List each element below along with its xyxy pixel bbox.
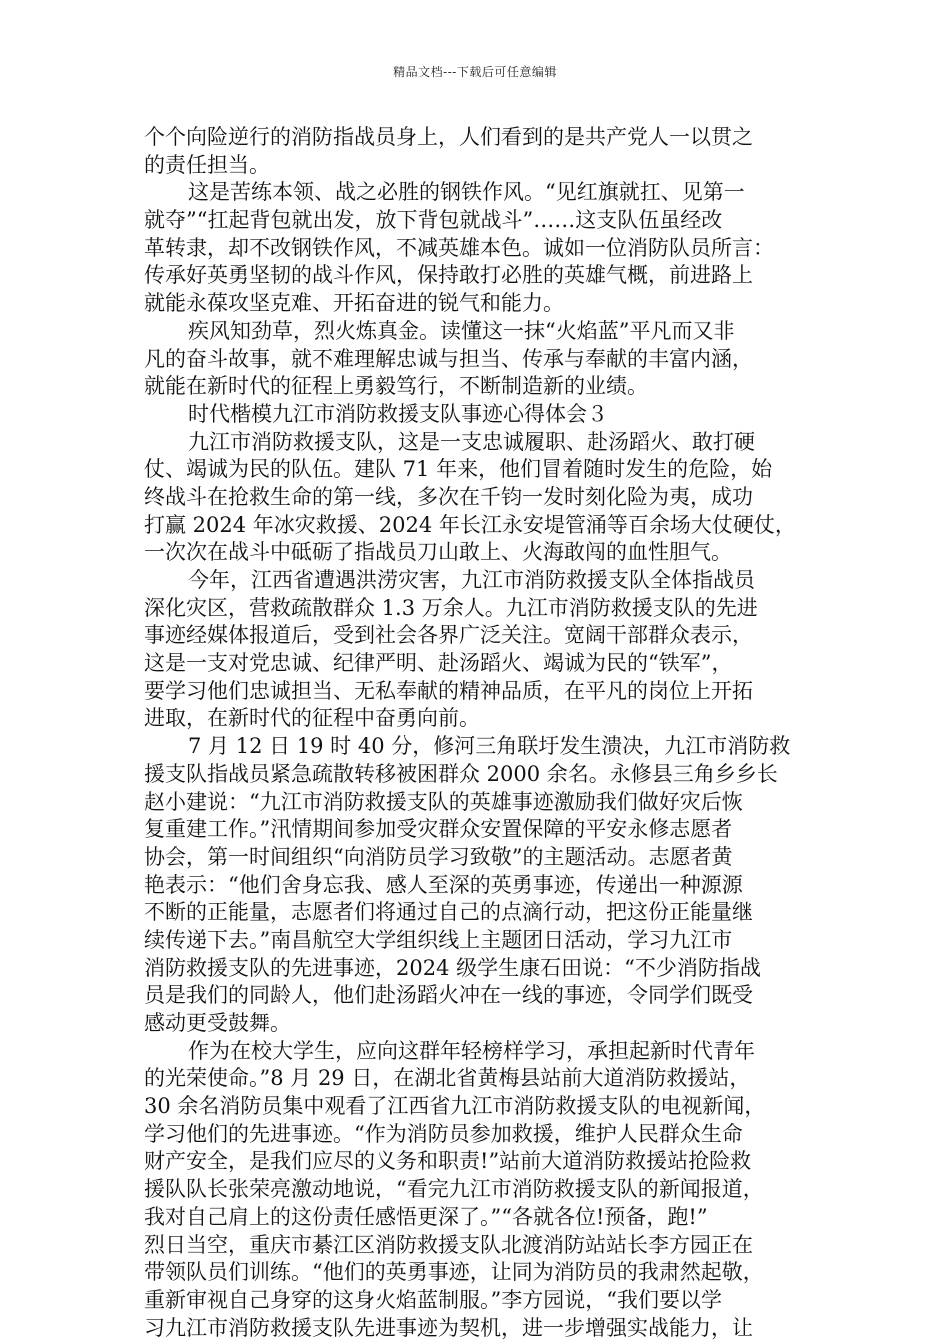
text-line: 学习他们的先进事迹。“作为消防员参加救援，维护人民群众生命	[144, 1121, 743, 1146]
text-line: 疾风知劲草，烈火炼真金。读懂这一抹“火焰蓝”平凡而又非	[188, 318, 735, 343]
text-line: 九江市消防救援支队，这是一支忠诚履职、赴汤蹈火、敢打硬	[188, 429, 755, 454]
text-line: 事迹经媒体报道后，受到社会各界广泛关注。宽阔干部群众表示，	[144, 623, 753, 648]
text-line: 30 余名消防员集中观看了江西省九江市消防救援支队的电视新闻，	[144, 1094, 766, 1119]
text-line: 时代楷模九江市消防救援支队事迹心得体会３	[188, 401, 608, 426]
text-line: 援支队指战员紧急疏散转移被困群众 2000 余名。永修县三角乡乡长	[144, 761, 778, 786]
text-line: 赵小建说：“九江市消防救援支队的英雄事迹激励我们做好灾后恢	[144, 789, 743, 814]
text-line: 带领队员们训练。“他们的英勇事迹，让同为消防员的我肃然起敬，	[144, 1260, 764, 1285]
text-line: 进取，在新时代的征程中奋勇向前。	[144, 706, 480, 731]
text-line: 一次次在战斗中砥砺了指战员刀山敢上、火海敢闯的血性胆气。	[144, 540, 732, 565]
text-line: 不断的正能量，志愿者们将通过自己的点滴行动，把这份正能量继	[144, 900, 753, 925]
text-line: 这是一支对党忠诚、纪律严明、赴汤蹈火、竭诚为民的“铁军”，	[144, 651, 733, 676]
text-line: 续传递下去。”南昌航空大学组织线上主题团日活动，学习九江市	[144, 927, 733, 952]
page-header: 精品文档---下载后可任意编辑	[393, 65, 557, 79]
text-line: 7 月 12 日 19 时 40 分，修河三角联圩发生溃决，九江市消防救	[188, 734, 791, 759]
text-line: 援队队长张荣亮激动地说，“看完九江市消防救援支队的新闻报道，	[144, 1177, 764, 1202]
text-line: 仗、竭诚为民的队伍。建队 71 年来，他们冒着随时发生的危险，始	[144, 457, 773, 482]
text-line: 凡的奋斗故事，就不难理解忠诚与担当、传承与奉献的丰富内涵，	[144, 346, 753, 371]
text-line: 习九江市消防救援支队先进事迹为契机，进一步增强实战能力，让	[144, 1315, 753, 1340]
text-line: 员是我们的同龄人，他们赴汤蹈火冲在一线的事迹，令同学们既受	[144, 983, 753, 1008]
text-line: 艳表示：“他们舍身忘我、感人至深的英勇事迹，传递出一种源源	[144, 872, 743, 897]
text-line: 的责任担当。	[144, 152, 270, 177]
document-body	[144, 124, 820, 1342]
text-line: 我对自己肩上的这份责任感悟更深了。”“各就各位!预备，跑!”	[144, 1204, 708, 1229]
text-line: 传承好英勇坚韧的战斗作风，保持敢打必胜的英雄气概，前进路上	[144, 263, 753, 288]
text-line: 感动更受鼓舞。	[144, 1011, 291, 1035]
text-line: 协会，第一时间组织“向消防员学习致敬”的主题活动。志愿者黄	[144, 844, 733, 869]
text-line: 的光荣使命。”8 月 29 日，在湖北省黄梅县站前大道消防救援站，	[144, 1066, 751, 1091]
text-line: 这是苦练本领、战之必胜的钢铁作风。“见红旗就扛、见第一	[188, 180, 745, 205]
text-line: 消防救援支队的先进事迹，2024 级学生康石田说：“不少消防指战	[144, 955, 761, 980]
text-line: 复重建工作。”汛情期间参加受灾群众安置保障的平安永修志愿者	[144, 817, 733, 842]
text-line: 深化灾区，营救疏散群众 1.3 万余人。九江市消防救援支队的先进	[144, 595, 758, 620]
text-line: 个个向险逆行的消防指战员身上，人们看到的是共产党人一以贯之	[144, 125, 753, 149]
text-line: 打赢 2024 年冰灾救援、2024 年长江永安堤管涌等百余场大仗硬仗，	[144, 512, 796, 537]
text-line: 就能永葆攻坚克难、开拓奋进的锐气和能力。	[144, 291, 564, 316]
text-line: 要学习他们忠诚担当、无私奉献的精神品质，在平凡的岗位上开拓	[144, 678, 753, 703]
text-line: 重新审视自己身穿的这身火焰蓝制服。”李方园说，“我们要以学	[144, 1287, 722, 1312]
text-line: 烈日当空，重庆市綦江区消防救援支队北渡消防站站长李方园正在	[144, 1232, 753, 1257]
text-line: 革转隶，却不改钢铁作风，不减英雄本色。诚如一位消防队员所言：	[144, 235, 774, 260]
text-line: 今年，江西省遭遇洪涝灾害，九江市消防救援支队全体指战员	[188, 568, 755, 592]
text-line: 终战斗在抢救生命的第一线，多次在千钧一发时刻化险为夷，成功	[144, 484, 753, 509]
text-line: 作为在校大学生，应向这群年轻榜样学习，承担起新时代青年	[188, 1038, 755, 1063]
text-line: 就能在新时代的征程上勇毅笃行，不断制造新的业绩。	[144, 374, 648, 399]
text-line: 就夺”“扛起背包就出发，放下背包就战斗”……这支队伍虽经改	[144, 208, 723, 233]
text-line: 财产安全，是我们应尽的义务和职责!”站前大道消防救援站抢险救	[144, 1149, 752, 1174]
